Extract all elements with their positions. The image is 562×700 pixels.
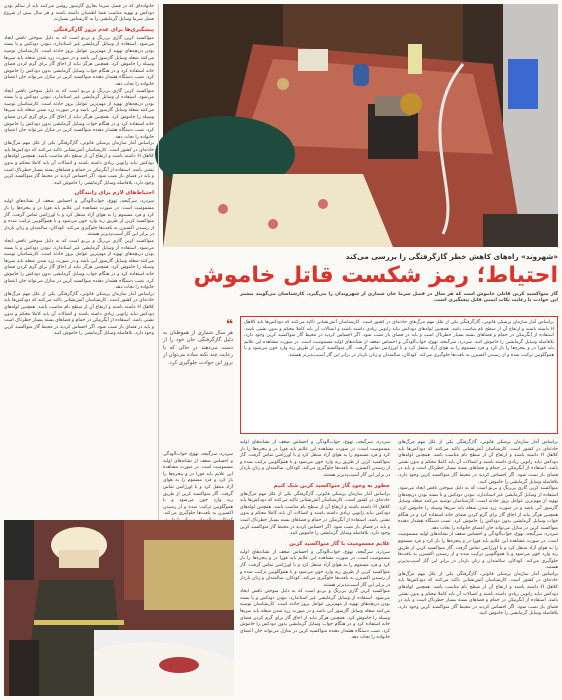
right-body-2: منواکسید کربن گازی بی‌رنگ و بی‌بو است که به دلیل سوختن ناقص ایجاد می‌شود. استفاده از وسایل گرمایشی غیر استاندارد، نبودن دودکش و یا بسته بودن دریچه‌های تهویه از مهم‌ترین عوامل بروز حادثه است. کارشناسان توصیه می‌کنند شعله وسایل گازسوز آبی باشد و در صورت زرد شدن شعله باید سریعا وسیله را خاموش کرد. همچنین هرگز نباید از اجاق گاز برای گرم کردن فضای خانه استفاده کرد و در هنگام خواب وسایل گرمایشی بدون دودکش را خاموش کرد. نصب دستگاه هشدار دهنده منواکسید کربن در منازل می‌تواند جان اعضای خانواده را نجات دهد.: [398, 486, 558, 531]
right-body-3: سردرد، سرگیجه، تهوع، خواب‌آلودگی و احساس ضعف از نشانه‌های اولیه مسمومیت است. در صورت مشاهده این علایم باید فورا در و پنجره‌ها را باز کرد و فرد مسموم را به هوای آزاد منتقل کرد و با اورژانس تماس گرفت. گاز منواکسید کربن از طریق ریه وارد خون می‌شود و با هموگلوبین ترکیب شده و از رسیدن اکسیژن به بافت‌ها جلوگیری می‌کند. کودکان، سالمندان و زنان باردار در برابر این گاز آسیب‌پذیرتر هستند.: [398, 532, 558, 571]
left-mid-body: سردرد، سرگیجه، تهوع، خواب‌آلودگی و احساس ضعف از نشانه‌های اولیه مسمومیت است. در صورت مشاهده این علایم باید فورا در و پنجره‌ها را باز کرد و فرد مسموم را به هوای آزاد منتقل کرد و با اورژانس تماس گرفت. گاز منواکسید کربن از طریق ریه وارد خون می‌شود و با هموگلوبین ترکیب شده و از رسیدن اکسیژن به بافت‌ها جلوگیری می‌کند.: [163, 452, 233, 517]
quote-text: هر سال شماری از هموطنان به دلیل گازگرفتگی جان خود را از دست می‌دهند در حالی که با رعایت چند نکته ساده می‌توان از بروز این حوادث جلوگیری کرد.: [163, 330, 233, 366]
left-body-5: منواکسید کربن گازی بی‌رنگ و بی‌بو است که به دلیل سوختن ناقص ایجاد می‌شود. استفاده از وسایل گرمایشی غیر استاندارد، نبودن دودکش و یا بسته بودن دریچه‌های تهویه از مهم‌ترین عوامل بروز حادثه است. کارشناسان توصیه می‌کنند شعله وسایل گازسوز آبی باشد و در صورت زرد شدن شعله باید سریعا وسیله را خاموش کرد. همچنین هرگز نباید از اجاق گاز برای گرم کردن فضای خانه استفاده کرد و در هنگام خواب وسایل گرمایشی بدون دودکش را خاموش کرد. نصب دستگاه هشدار دهنده منواکسید کربن در منازل می‌تواند جان اعضای خانواده را نجات دهد.: [4, 239, 154, 291]
lead-text: گاز منواکسید کربن قاتلی خاموش است که هر سال در فصل سرما جان شماری از شهروندان را می‌گیرد. کارشناسان می‌گویند بیشتر این حوادث با رعایت نکات ایمنی قابل پیشگیری است.: [240, 292, 558, 304]
left-body-1: منواکسید کربن گازی بی‌رنگ و بی‌بو است که به دلیل سوختن ناقص ایجاد می‌شود. استفاده از وسایل گرمایشی غیر استاندارد، نبودن دودکش و یا بسته بودن دریچه‌های تهویه از مهم‌ترین عوامل بروز حادثه است. کارشناسان توصیه می‌کنند شعله وسایل گازسوز آبی باشد و در صورت زرد شدن شعله باید سریعا وسیله را خاموش کرد. همچنین هرگز نباید از اجاق گاز برای گرم کردن فضای خانه استفاده کرد و در هنگام خواب وسایل گرمایشی بدون دودکش را خاموش کرد. نصب دستگاه هشدار دهنده منواکسید کربن در منازل می‌تواند جان اعضای خانواده را نجات دهد.: [4, 35, 154, 87]
left-body-4: سردرد، سرگیجه، تهوع، خواب‌آلودگی و احساس ضعف از نشانه‌های اولیه مسمومیت است. در صورت مشاهده این علایم باید فورا در و پنجره‌ها را باز کرد و فرد مسموم را به هوای آزاد منتقل کرد و با اورژانس تماس گرفت. گاز منواکسید کربن از طریق ریه وارد خون می‌شود و با هموگلوبین ترکیب شده و از رسیدن اکسیژن به بافت‌ها جلوگیری می‌کند. کودکان، سالمندان و زنان باردار در برابر این گاز آسیب‌پذیرتر هستند.: [4, 199, 154, 238]
left-subhead-2: احتیاط‌های لازم برای رانندگان: [74, 190, 154, 197]
top-photo: [163, 4, 558, 247]
photo-credit: عکس: ایرنا: [167, 240, 187, 245]
middle-body-1: سردرد، سرگیجه، تهوع، خواب‌آلودگی و احساس ضعف از نشانه‌های اولیه مسمومیت است. در صورت مشاهده این علایم باید فورا در و پنجره‌ها را باز کرد و فرد مسموم را به هوای آزاد منتقل کرد و با اورژانس تماس گرفت. گاز منواکسید کربن از طریق ریه وارد خون می‌شود و با هموگلوبین ترکیب شده و از رسیدن اکسیژن به بافت‌ها جلوگیری می‌کند. کودکان، سالمندان و زنان باردار در برابر این گاز آسیب‌پذیرتر هستند.: [240, 440, 390, 478]
kicker: «شهروند» راه‌های کاهش خطر گازگرفتگی را بررسی می‌کند: [345, 252, 558, 261]
lead-paragraph: [240, 292, 558, 312]
left-column-top: [4, 4, 154, 504]
headline: احتیاط؛ رمز شکست قاتل خاموش: [193, 263, 558, 288]
left-body-6: براساس آمار سازمان پزشکی قانونی، گازگرفتگی یکی از علل مهم مرگ‌های حادثه‌ای در کشور است. کارشناسان آتش‌نشانی تاکید می‌کنند که دودکش‌ها باید کلاهک H داشته باشند و ارتفاع آن از سطح بام مناسب باشد. همچنین لوله‌های دودکش نباید زانویی زیادی داشته باشند و اتصالات آن باید کاملا محکم و بدون نشتی باشد. استفاده از آبگرمکن در حمام و فضاهای بسته بسیار خطرناک است و باید در فضای باز نصب شود. اگر احساس کردید در محیط گاز منواکسید کربن وجود دارد، بلافاصله وسایل گرمایشی را خاموش کنید.: [4, 291, 154, 337]
left-intro: خانواده‌ای که در فصل سرما بخاری گازسوز روشن می‌کنند باید از سالم بودن دودکش و تهویه مناسب فضا اطمینان داشته باشند و هر سال پیش از شروع فصل سرما وسایل گرمایشی را به کارشناس بسپارند.: [4, 4, 154, 23]
right-body-1: براساس آمار سازمان پزشکی قانونی، گازگرفتگی یکی از علل مهم مرگ‌های حادثه‌ای در کشور است. کارشناسان آتش‌نشانی تاکید می‌کنند که دودکش‌ها باید کلاهک H داشته باشند و ارتفاع آن از سطح بام مناسب باشد. همچنین لوله‌های دودکش نباید زانویی زیادی داشته باشند و اتصالات آن باید کاملا محکم و بدون نشتی باشد. استفاده از آبگرمکن در حمام و فضاهای بسته بسیار خطرناک است و باید در فضای باز نصب شود. اگر احساس کردید در محیط گاز منواکسید کربن وجود دارد، بلافاصله وسایل گرمایشی را خاموش کنید.: [398, 440, 558, 485]
intro-box: [240, 316, 558, 434]
middle-body-2: براساس آمار سازمان پزشکی قانونی، گازگرفتگی یکی از علل مهم مرگ‌های حادثه‌ای در کشور است. کارشناسان آتش‌نشانی تاکید می‌کنند که دودکش‌ها باید کلاهک H داشته باشند و ارتفاع آن از سطح بام مناسب باشد. همچنین لوله‌های دودکش نباید زانویی زیادی داشته باشند و اتصالات آن باید کاملا محکم و بدون نشتی باشد. استفاده از آبگرمکن در حمام و فضاهای بسته بسیار خطرناک است و باید در فضای باز نصب شود. اگر احساس کردید در محیط گاز منواکسید کربن وجود دارد، بلافاصله وسایل گرمایشی را خاموش کنید.: [240, 491, 390, 537]
pull-quote: [163, 318, 233, 448]
middle-body-4: منواکسید کربن گازی بی‌رنگ و بی‌بو است که به دلیل سوختن ناقص ایجاد می‌شود. استفاده از وسایل گرمایشی غیر استاندارد، نبودن دودکش و یا بسته بودن دریچه‌های تهویه از مهم‌ترین عوامل بروز حادثه است. کارشناسان توصیه می‌کنند شعله وسایل گازسوز آبی باشد و در صورت زرد شدن شعله باید سریعا وسیله را خاموش کرد. همچنین هرگز نباید از اجاق گاز برای گرم کردن فضای خانه استفاده کرد و در هنگام خواب وسایل گرمایشی بدون دودکش را خاموش کرد. نصب دستگاه هشدار دهنده منواکسید کربن در منازل می‌تواند جان اعضای خانواده را نجات دهد.: [240, 589, 390, 641]
left-column-mid: [163, 452, 233, 516]
middle-body-3: سردرد، سرگیجه، تهوع، خواب‌آلودگی و احساس ضعف از نشانه‌های اولیه مسمومیت است. در صورت مشاهده این علایم باید فورا در و پنجره‌ها را باز کرد و فرد مسموم را به هوای آزاد منتقل کرد و با اورژانس تماس گرفت. گاز منواکسید کربن از طریق ریه وارد خون می‌شود و با هموگلوبین ترکیب شده و از رسیدن اکسیژن به بافت‌ها جلوگیری می‌کند. کودکان، سالمندان و زنان باردار در برابر این گاز آسیب‌پذیرتر هستند.: [240, 549, 390, 588]
left-body-3: براساس آمار سازمان پزشکی قانونی، گازگرفتگی یکی از علل مهم مرگ‌های حادثه‌ای در کشور است. کارشناسان آتش‌نشانی تاکید می‌کنند که دودکش‌ها باید کلاهک H داشته باشند و ارتفاع آن از سطح بام مناسب باشد. همچنین لوله‌های دودکش نباید زانویی زیادی داشته باشند و اتصالات آن باید کاملا محکم و بدون نشتی باشد. استفاده از آبگرمکن در حمام و فضاهای بسته بسیار خطرناک است و باید در فضای باز نصب شود. اگر احساس کردید در محیط گاز منواکسید کربن وجود دارد، بلافاصله وسایل گرمایشی را خاموش کنید.: [4, 141, 154, 186]
left-body-2: منواکسید کربن گازی بی‌رنگ و بی‌بو است که به دلیل سوختن ناقص ایجاد می‌شود. استفاده از وسایل گرمایشی غیر استاندارد، نبودن دودکش و یا بسته بودن دریچه‌های تهویه از مهم‌ترین عوامل بروز حادثه است. کارشناسان توصیه می‌کنند شعله وسایل گازسوز آبی باشد و در صورت زرد شدن شعله باید سریعا وسیله را خاموش کرد. همچنین هرگز نباید از اجاق گاز برای گرم کردن فضای خانه استفاده کرد و در هنگام خواب وسایل گرمایشی بدون دودکش را خاموش کرد. نصب دستگاه هشدار دهنده منواکسید کربن در منازل می‌تواند جان اعضای خانواده را نجات دهد.: [4, 88, 154, 140]
middle-subhead-1: چطور به وجود گاز منواکسید کربن شک کنیم: [273, 482, 390, 489]
right-body-4: براساس آمار سازمان پزشکی قانونی، گازگرفتگی یکی از علل مهم مرگ‌های حادثه‌ای در کشور است. کارشناسان آتش‌نشانی تاکید می‌کنند که دودکش‌ها باید کلاهک H داشته باشند و ارتفاع آن از سطح بام مناسب باشد. همچنین لوله‌های دودکش نباید زانویی زیادی داشته باشند و اتصالات آن باید کاملا محکم و بدون نشتی باشد. استفاده از آبگرمکن در حمام و فضاهای بسته بسیار خطرناک است و باید در فضای باز نصب شود. اگر احساس کردید در محیط گاز منواکسید کربن وجود دارد، بلافاصله وسایل گرمایشی را خاموش کنید.: [398, 571, 558, 617]
middle-subhead-2: علایم مسمومیت با گاز منواکسید کربن: [289, 540, 390, 547]
right-column: [398, 440, 558, 696]
intro-box-body-1: براساس آمار سازمان پزشکی قانونی، گازگرفتگی یکی از علل مهم مرگ‌های حادثه‌ای در کشور است. کارشناسان آتش‌نشانی تاکید می‌کنند که دودکش‌ها باید کلاهک H داشته باشند و ارتفاع آن از سطح بام مناسب باشد. همچنین لوله‌های دودکش نباید زانویی زیادی داشته باشند و اتصالات آن باید کاملا محکم و بدون نشتی باشد. استفاده از آبگرمکن در حمام و فضاهای بسته بسیار خطرناک است و باید در فضای باز نصب شود. اگر احساس کردید در محیط گاز منواکسید کربن وجود دارد، بلافاصله وسایل گرمایشی را خاموش کنید.: [244, 320, 554, 345]
quote-mark: ❝: [225, 317, 233, 331]
intro-box-text: [244, 320, 554, 430]
intro-box-body-2: سردرد، سرگیجه، تهوع، خواب‌آلودگی و احساس ضعف از نشانه‌های اولیه مسمومیت است. در صورت مشاهده این علایم باید فورا در و پنجره‌ها را باز کرد و فرد مسموم را به هوای آزاد منتقل کرد و با اورژانس تماس گرفت. گاز منواکسید کربن از طریق ریه وارد خون می‌شود و با هموگلوبین ترکیب شده و از رسیدن اکسیژن به بافت‌ها جلوگیری می‌کند. کودکان، سالمندان و زنان باردار در برابر این گاز آسیب‌پذیرتر هستند.: [244, 339, 554, 358]
room-illustration: [163, 4, 558, 247]
left-subhead-1: پیشگیری‌ها برای عدم بروز گازگرفتگی: [53, 26, 154, 33]
middle-column: [240, 440, 390, 696]
bottom-photo: [4, 520, 234, 696]
firefighter-illustration: [4, 520, 234, 696]
